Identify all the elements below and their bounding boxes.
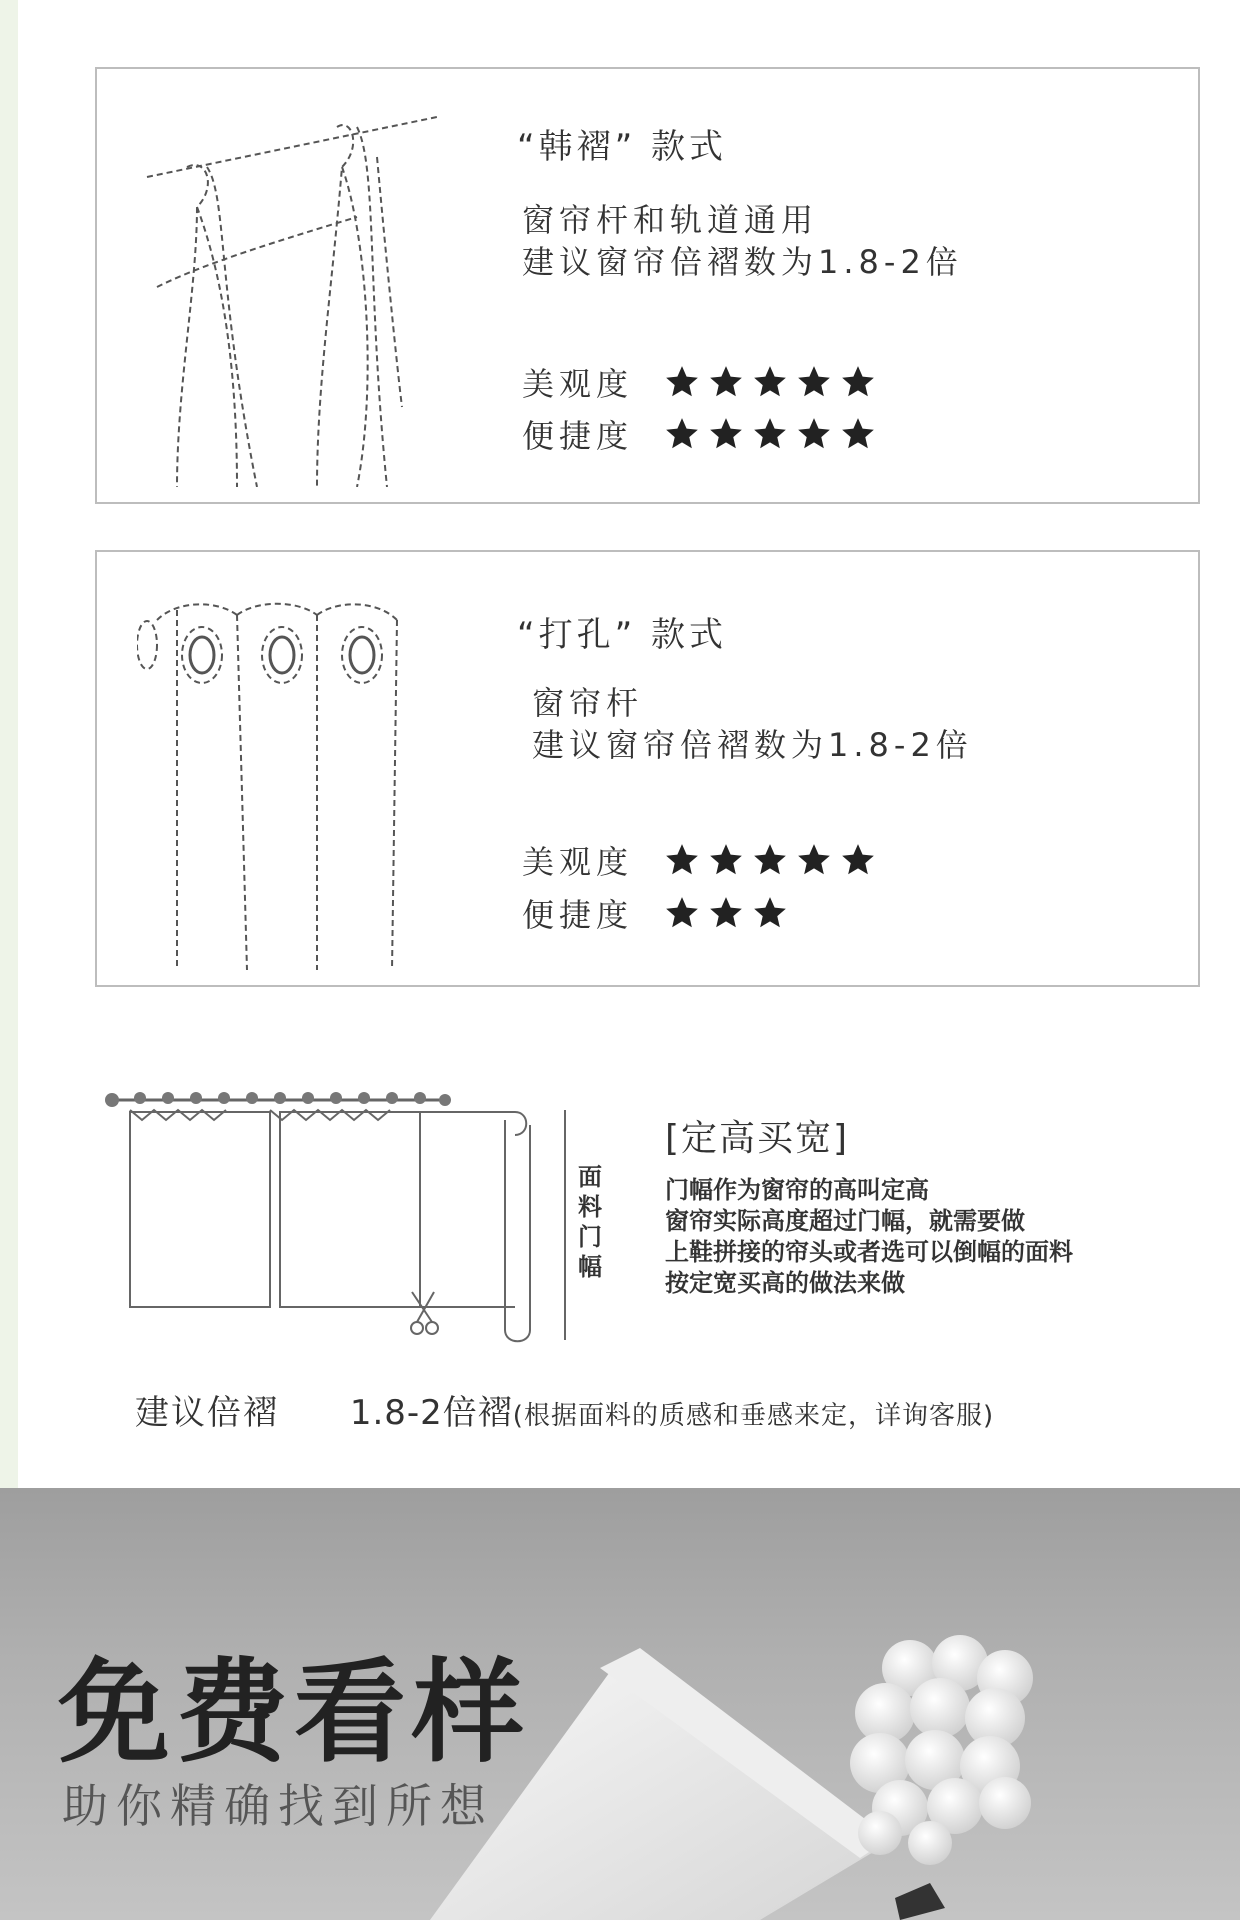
rating-label: 便捷度 xyxy=(522,417,634,455)
rating-label: 便捷度 xyxy=(522,896,634,934)
star-icon xyxy=(706,415,746,453)
rating-row-appearance xyxy=(522,837,878,883)
free-sample-banner xyxy=(0,1488,1240,1920)
desc-line-1: 窗帘杆 xyxy=(532,684,644,722)
star-rating xyxy=(662,415,878,453)
suggestion-value: 1.8-2倍褶 xyxy=(349,1393,513,1433)
star-icon xyxy=(838,415,878,453)
desc-line-2: 建议窗帘倍褶数为1.8-2倍 xyxy=(522,243,963,281)
fabric-width-diagram xyxy=(100,1080,580,1350)
section-body xyxy=(665,1175,1185,1299)
star-icon xyxy=(750,415,790,453)
star-rating xyxy=(662,894,790,932)
style-card-korean-pleat xyxy=(95,67,1200,504)
desc-line-2: 建议窗帘倍褶数为1.8-2倍 xyxy=(532,726,973,764)
star-icon xyxy=(662,894,702,932)
body-line-4: 按定宽买高的做法来做 xyxy=(665,1269,905,1297)
star-icon xyxy=(662,415,702,453)
pleat-suggestion xyxy=(135,1385,994,1434)
star-icon xyxy=(706,894,746,932)
star-icon xyxy=(838,841,878,879)
promo-title: 免费看样 xyxy=(58,1648,530,1778)
fabric-width-label: 面料门幅 xyxy=(578,1163,602,1281)
star-icon xyxy=(750,894,790,932)
star-icon xyxy=(662,363,702,401)
star-icon xyxy=(750,841,790,879)
card-description xyxy=(522,199,963,283)
suggestion-note: (根据面料的质感和垂感来定，详询客服) xyxy=(512,1401,995,1431)
star-icon xyxy=(706,841,746,879)
star-icon xyxy=(838,363,878,401)
promo-subtitle: 助你精确找到所想 xyxy=(62,1779,494,1833)
body-line-2: 窗帘实际高度超过门幅，就需要做 xyxy=(665,1207,1025,1235)
body-line-1: 门幅作为窗帘的高叫定高 xyxy=(665,1176,929,1204)
rating-label: 美观度 xyxy=(522,843,634,881)
fixed-height-section xyxy=(95,1080,1200,1350)
body-line-3: 上鞋拼接的帘头或者选可以倒幅的面料 xyxy=(665,1238,1073,1266)
star-icon xyxy=(662,841,702,879)
star-rating xyxy=(662,841,878,879)
card-title: “打孔” 款式 xyxy=(517,615,728,655)
star-rating xyxy=(662,363,878,401)
rating-row-convenience xyxy=(522,890,790,936)
korean-pleat-curtain-illustration xyxy=(137,87,437,487)
card-title: “韩褶” 款式 xyxy=(517,127,728,167)
star-icon xyxy=(794,841,834,879)
style-card-grommet xyxy=(95,550,1200,987)
star-icon xyxy=(750,363,790,401)
star-icon xyxy=(794,415,834,453)
grommet-curtain-illustration xyxy=(137,570,437,970)
star-icon xyxy=(794,363,834,401)
star-icon xyxy=(706,363,746,401)
card-description xyxy=(532,682,973,766)
rating-row-appearance xyxy=(522,359,878,405)
rating-row-convenience xyxy=(522,411,878,457)
rating-label: 美观度 xyxy=(522,365,634,403)
desc-line-1: 窗帘杆和轨道通用 xyxy=(522,201,819,239)
suggestion-label: 建议倍褶 xyxy=(135,1393,279,1433)
section-title: [定高买宽] xyxy=(665,1118,850,1159)
